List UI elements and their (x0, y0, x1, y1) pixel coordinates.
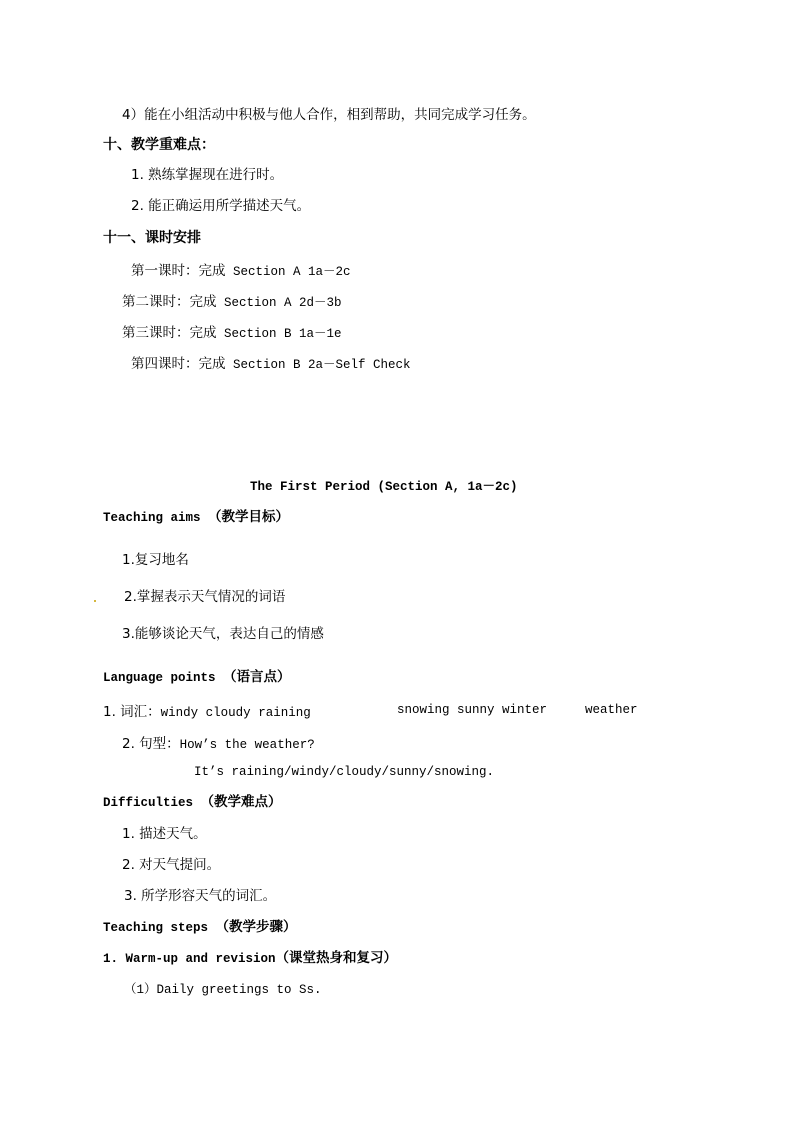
vocab-line (103, 703, 311, 720)
vocab-words-2: snowing sunny winter (397, 703, 548, 717)
heading-zh: （语言点） (223, 669, 291, 685)
schedule-item-3 (122, 324, 342, 341)
heading-teaching-steps (103, 921, 297, 935)
difficulty-item-3: 3. 所学形容天气的词汇。 (124, 888, 277, 904)
vocab-words-3: weather (585, 703, 638, 717)
aim-item-2: 2.掌握表示天气情况的词语 (124, 589, 286, 605)
heading-zh: （教学难点） (200, 794, 282, 810)
heading-zh: （教学步骤） (215, 919, 297, 935)
heading-en: Difficulties (103, 796, 201, 810)
step-1-heading (103, 952, 397, 966)
step-en: 1. Warm-up and revision (103, 952, 276, 966)
difficulty-item-1: 1. 描述天气。 (122, 826, 207, 842)
schedule-item-detail: Section A 2d－3b (216, 296, 342, 310)
pattern-label: 2. 句型： (122, 736, 180, 752)
schedule-item-label: 第二课时：完成 (122, 294, 217, 310)
heading-difficulties (103, 796, 282, 810)
heading-language-points (103, 671, 291, 685)
schedule-item-label: 第四课时：完成 (131, 356, 226, 372)
heading-en: Teaching steps (103, 921, 216, 935)
heading-key-difficult-points: 十、教学重难点： (103, 137, 215, 153)
schedule-item-label: 第三课时：完成 (122, 325, 217, 341)
heading-zh: （教学目标） (208, 509, 290, 525)
vocab-label: 1. 词汇： (103, 704, 161, 720)
key-point-item-1: 1. 熟练掌握现在进行时。 (131, 167, 284, 183)
key-point-item-2: 2. 能正确运用所学描述天气。 (131, 198, 311, 214)
schedule-item-detail: Section B 1a－1e (216, 327, 342, 341)
pattern-question: How’s the weather? (179, 738, 315, 752)
schedule-item-2 (122, 293, 342, 310)
schedule-item-detail: Section A 1a－2c (225, 265, 351, 279)
heading-lesson-schedule: 十一、课时安排 (103, 230, 201, 246)
vocab-words-1: windy cloudy raining (160, 706, 311, 720)
period-title: The First Period (Section A, 1a－2c) (250, 480, 518, 494)
stray-dot (94, 600, 96, 602)
heading-en: Language points (103, 671, 224, 685)
pattern-line (122, 735, 315, 752)
aim-item-1: 1.复习地名 (122, 552, 189, 568)
schedule-item-detail: Section B 2a－Self Check (225, 358, 411, 372)
pattern-answer: It’s raining/windy/cloudy/sunny/snowing. (194, 765, 495, 779)
schedule-item-4 (131, 355, 411, 372)
aim-item-3: 3.能够谈论天气，表达自己的情感 (122, 626, 324, 642)
step-1-sub-item-1: （1）Daily greetings to Ss. (124, 983, 322, 997)
step-zh: （课堂热身和复习） (275, 950, 398, 966)
heading-teaching-aims (103, 511, 289, 525)
schedule-item-1 (131, 262, 351, 279)
heading-en: Teaching aims (103, 511, 209, 525)
objective-item-4: 4）能在小组活动中积极与他人合作，相到帮助，共同完成学习任务。 (122, 107, 536, 123)
difficulty-item-2: 2. 对天气提问。 (122, 857, 221, 873)
schedule-item-label: 第一课时：完成 (131, 263, 226, 279)
